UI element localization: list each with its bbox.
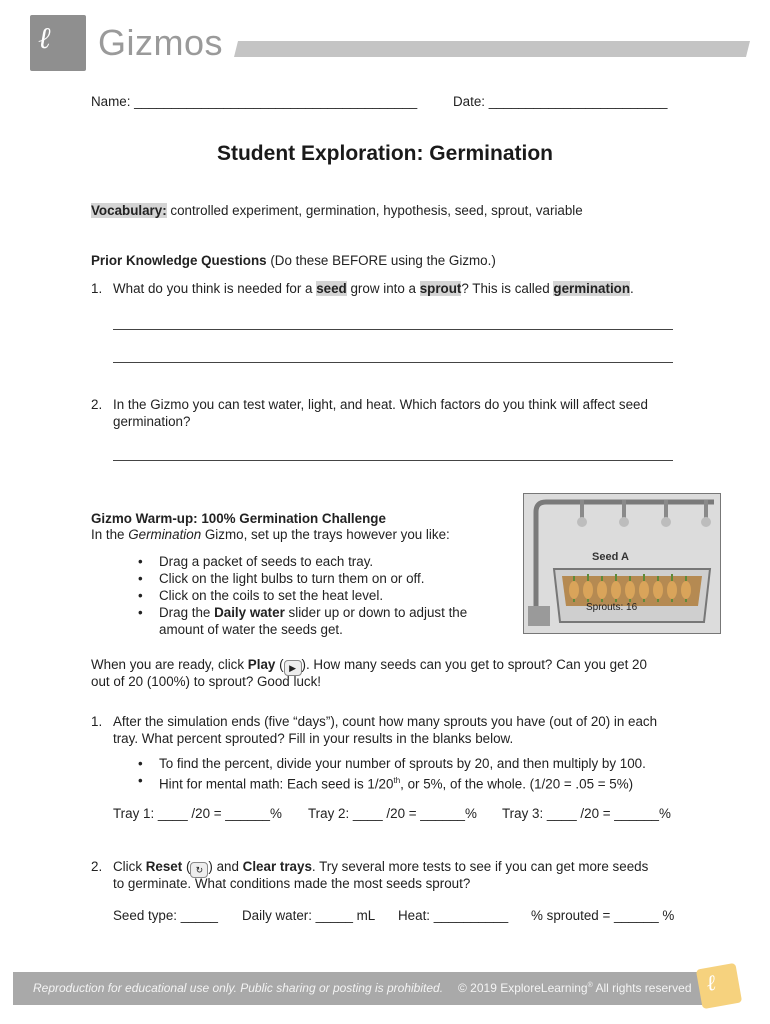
- question-1-number: 1.: [91, 281, 103, 296]
- footer-copyright: [458, 981, 692, 995]
- sprouts-count: Sprouts: 16: [586, 602, 638, 613]
- gizmo-screenshot: [523, 493, 721, 634]
- brand-name: Gizmos: [98, 22, 224, 63]
- q1-text-c: ? This is called: [461, 281, 554, 296]
- date-field[interactable]: Date: ________________________: [453, 94, 668, 109]
- bullet4-c: slider up or down to adjust the: [284, 605, 468, 620]
- seed-label: Seed A: [592, 551, 629, 563]
- q1-sprout: sprout: [419, 281, 462, 296]
- reset-b: (: [182, 859, 191, 874]
- question-after-line-1: After the simulation ends (five “days”), count how many sprouts you have (out of 20) in each: [113, 714, 658, 729]
- question-reset-number: 2.: [91, 859, 103, 874]
- tray-1-result[interactable]: Tray 1: ____ /20 = ______%: [113, 806, 282, 821]
- list-item: • Click on the coils to set the heat level.: [134, 587, 494, 604]
- ready-play: Play: [247, 657, 276, 672]
- list-item: • Click on the light bulbs to turn them on or off.: [134, 570, 494, 587]
- warmup-intro-b: Gizmo, set up the trays however you like:: [201, 527, 450, 542]
- ready-b: (: [275, 657, 284, 672]
- question-2-line-2: germination?: [113, 414, 191, 429]
- prior-knowledge-note: (Do these BEFORE using the Gizmo.): [266, 253, 496, 268]
- hint-a: Hint for mental math: Each seed is 1/20: [159, 776, 394, 792]
- clear-trays-label: Clear trays: [242, 859, 312, 874]
- reset-label: Reset: [145, 859, 183, 874]
- question-reset-line-2: to germinate. What conditions made the most seeds sprout?: [113, 876, 471, 891]
- percent-sprouted-field[interactable]: % sprouted = ______ %: [531, 908, 675, 923]
- question-after-number: 1.: [91, 714, 103, 729]
- reset-c: ) and: [208, 859, 243, 874]
- hint-sup: th: [393, 776, 401, 785]
- logo-glyph: ℓ: [38, 21, 51, 56]
- question-2-line-1: In the Gizmo you can test water, light, and heat. Which factors do you think will affect seed: [113, 397, 648, 412]
- answer-line[interactable]: [113, 329, 673, 330]
- name-field[interactable]: Name: ______________________________________: [91, 94, 418, 109]
- footer-notice: Reproduction for educational use only. Public sharing or posting is prohibited.: [33, 981, 444, 995]
- ready-line-2: out of 20 (100%) to sprout? Good luck!: [91, 674, 322, 689]
- reset-d: . Try several more tests to see if you can get more seeds: [311, 859, 649, 874]
- warmup-title: Gizmo Warm-up: 100% Germination Challenge: [91, 511, 386, 526]
- bullet4-a: Drag the: [159, 605, 215, 620]
- ready-a: When you are ready, click: [91, 657, 248, 672]
- list-item: • Drag a packet of seeds to each tray.: [134, 553, 494, 570]
- gizmos-logo: [30, 15, 86, 71]
- heat-field[interactable]: Heat: __________: [398, 908, 509, 923]
- warmup-intro-a: In the: [91, 527, 129, 542]
- tray-2-result[interactable]: Tray 2: ____ /20 = ______%: [308, 806, 477, 821]
- bullet4-daily-water: Daily water: [214, 605, 285, 620]
- prior-knowledge-title: Prior Knowledge Questions: [91, 253, 267, 268]
- q1-seed: seed: [316, 281, 347, 296]
- warmup-intro: [91, 527, 450, 542]
- prior-knowledge-heading: [91, 253, 496, 268]
- q1-text-a: What do you think is needed for a: [113, 281, 317, 296]
- copyright-b: All rights reserved: [592, 981, 692, 995]
- vocabulary: [91, 203, 583, 218]
- bullet4-d: amount of water the seeds get.: [159, 622, 343, 637]
- vocabulary-label: Vocabulary:: [91, 203, 167, 218]
- play-icon: ▶: [284, 660, 302, 676]
- warmup-heading: [91, 511, 386, 526]
- question-after-line-2: tray. What percent sprouted? Fill in your results in the blanks below.: [113, 731, 514, 746]
- footer-bar: [13, 972, 726, 1005]
- footer-logo-glyph: ℓ: [704, 970, 718, 997]
- q1-text-d: .: [630, 281, 634, 296]
- question-1: [113, 281, 634, 296]
- tray-3-result[interactable]: Tray 3: ____ /20 = ______%: [502, 806, 671, 821]
- percent-hints: [134, 755, 694, 792]
- page-title: Student Exploration: Germination: [216, 142, 553, 165]
- header-bar: [234, 41, 750, 57]
- reset-a: Click: [113, 859, 146, 874]
- seed-type-field[interactable]: Seed type: _____: [113, 908, 218, 923]
- q1-text-b: grow into a: [346, 281, 420, 296]
- list-item: • To find the percent, divide your number of sprouts by 20, and then multiply by 100.: [134, 755, 694, 772]
- warmup-intro-gizmo: Germination: [128, 527, 202, 542]
- list-item: [134, 772, 694, 792]
- warmup-bullets: [134, 553, 494, 638]
- answer-line[interactable]: [113, 362, 673, 363]
- reset-icon: ↻: [190, 862, 208, 878]
- list-item: [134, 604, 494, 638]
- copyright-reg: ®: [587, 982, 593, 989]
- explorelearning-logo: [696, 963, 742, 1009]
- ready-c: ). How many seeds can you get to sprout? Can you get 20: [301, 657, 647, 672]
- vocabulary-terms: controlled experiment, germination, hypothesis, seed, sprout, variable: [166, 203, 583, 218]
- seed-tray-illustration: [524, 494, 720, 633]
- hint-b: , or 5%, of the whole. (1/20 = .05 = 5%): [400, 776, 634, 792]
- daily-water-field[interactable]: Daily water: _____ mL: [242, 908, 376, 923]
- question-2-number: 2.: [91, 397, 103, 412]
- answer-line[interactable]: [113, 460, 673, 461]
- copyright-a: © 2019 ExploreLearning: [458, 981, 588, 995]
- q1-germination: germination: [553, 281, 631, 296]
